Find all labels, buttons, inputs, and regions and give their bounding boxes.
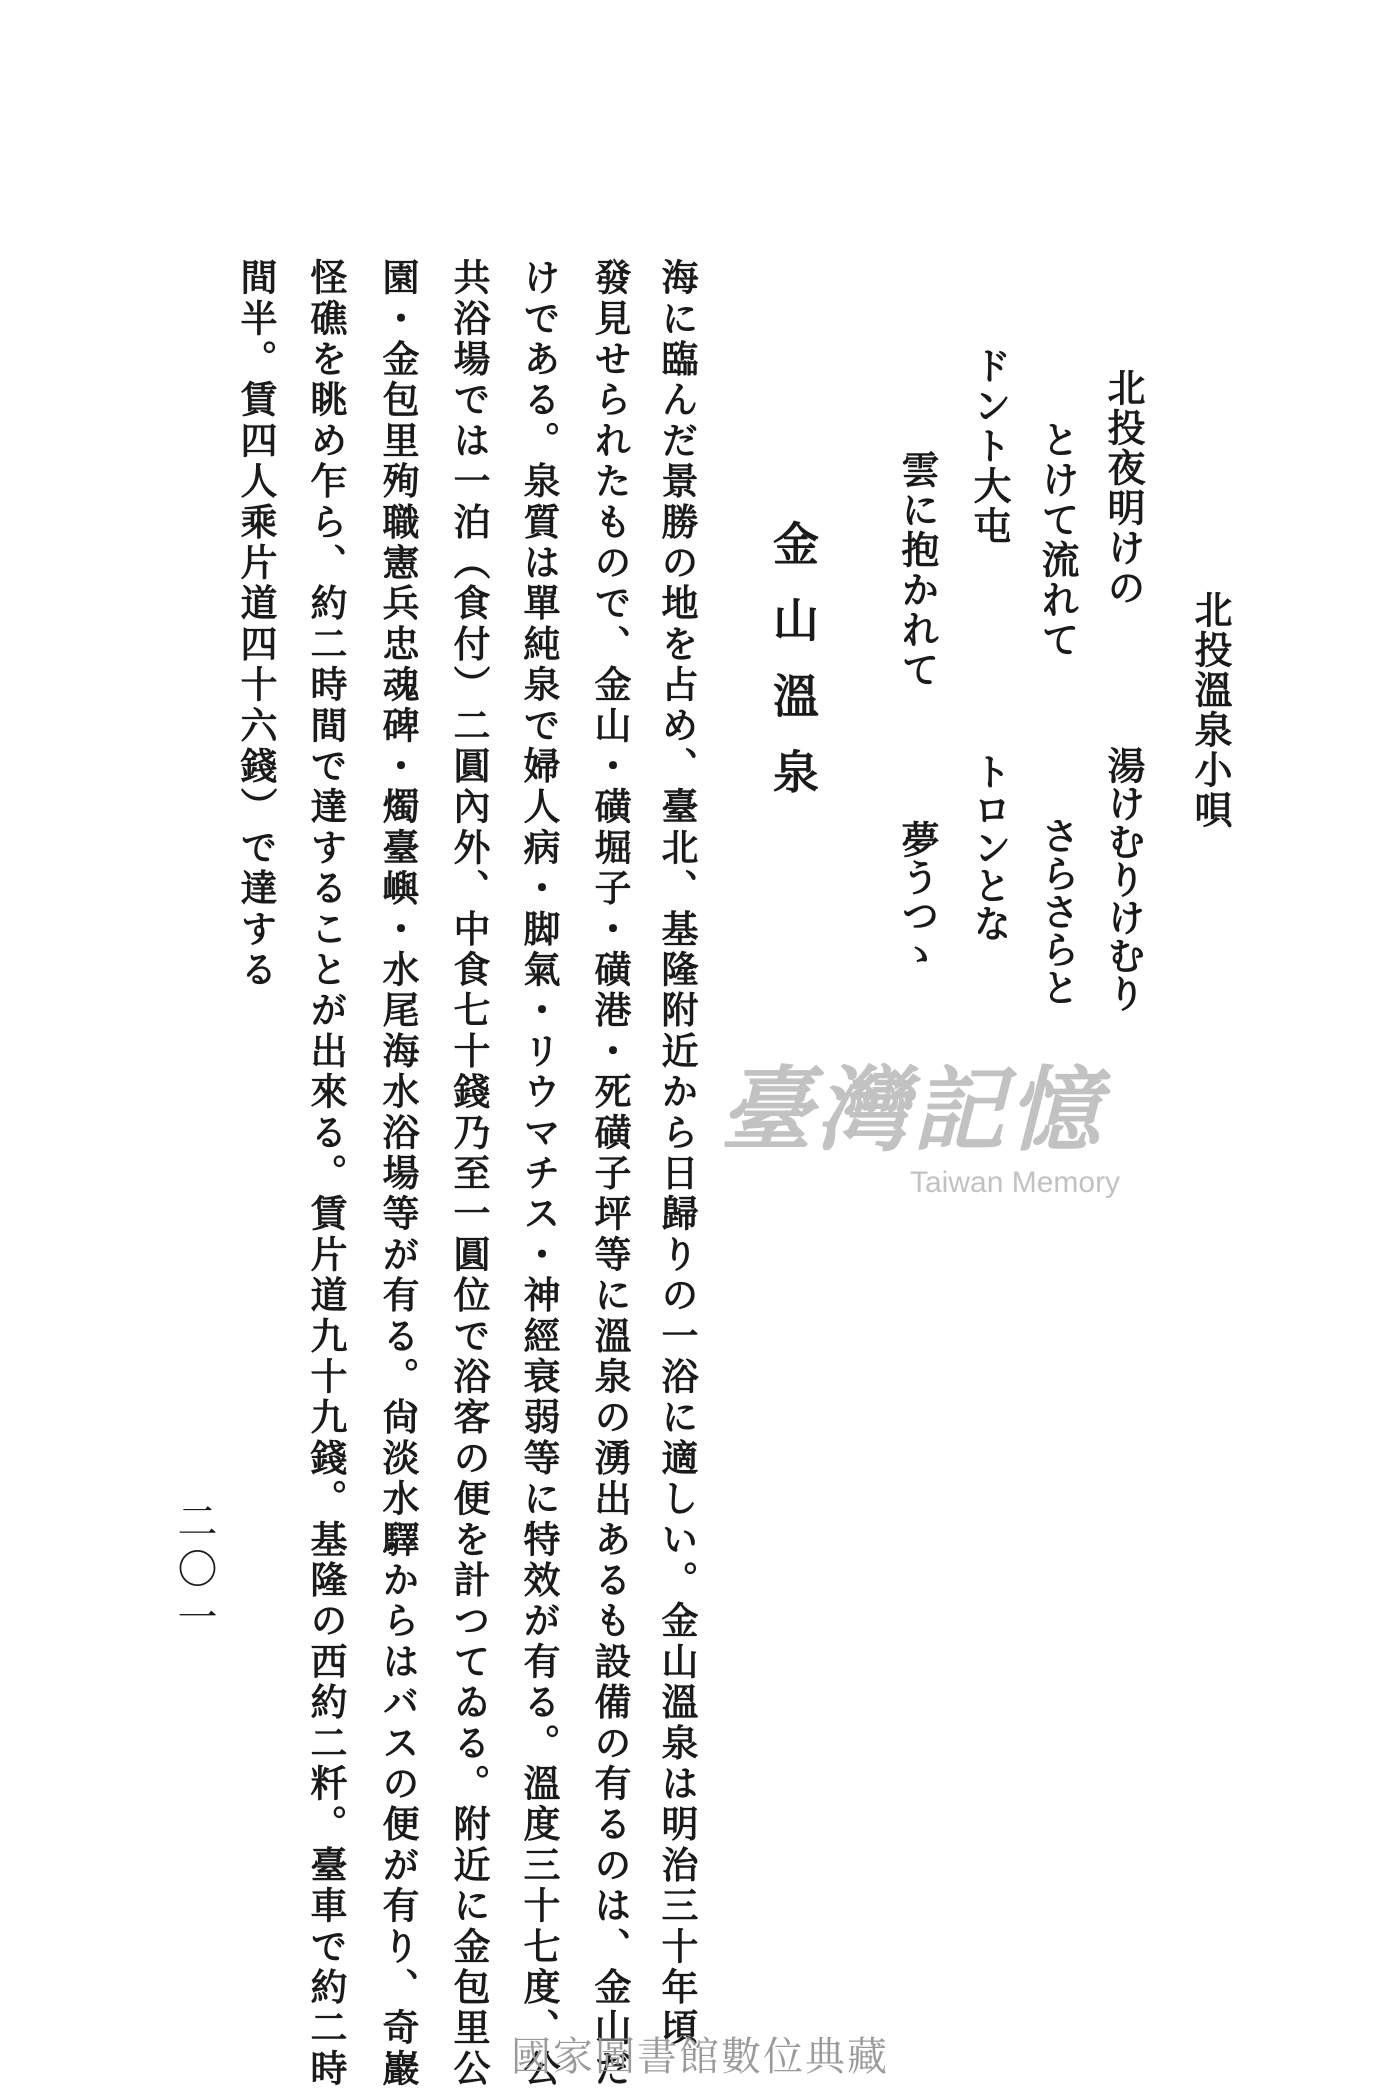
body-line-6: 怪礁を眺め乍ら、約二時間で達することが出來る。賃片道九十九錢。基隆の西約二粁。臺車で約二時	[304, 258, 348, 2090]
song-line-3-upper: ドント大屯	[967, 346, 1012, 546]
body-line-5: 園・金包里殉職憲兵忠魂碑・燭臺嶼・水尾海水浴場等が有る。尙淡水驛からはバスの便が有り、奇巖	[376, 258, 420, 2090]
body-line-7: 間半。賃四人乘片道四十六錢）で達する	[234, 258, 278, 991]
section-title: 金山溫泉	[766, 520, 820, 824]
body-line-2: 發見せられたもので、金山・磺堀子・磺港・死磺子坪等に溫泉の湧出あるも設備の有るのは、金山だ	[588, 258, 632, 2090]
page-number: 二〇一	[171, 1500, 217, 1644]
song-line-4-upper: 雲に抱かれて	[895, 450, 940, 690]
watermark	[720, 1056, 1140, 1210]
song-line-1-lower: 湯けむりけむり	[1101, 746, 1146, 1012]
song-title: 北投溫泉小唄	[1188, 590, 1233, 830]
song-line-2-lower: さらさらと	[1035, 816, 1080, 1006]
song-line-1-upper: 北投夜明けの	[1101, 368, 1146, 608]
song-line-4-lower: 夢うつゝ	[895, 820, 940, 972]
song-line-3-lower: トロンとな	[967, 752, 1012, 942]
body-line-1: 海に臨んだ景勝の地を占め、臺北、基隆附近から日歸りの一浴に適しい。金山溫泉は明治三十年頃	[655, 258, 699, 2049]
body-line-4: 共浴場では一泊（食付）二圓內外、中食七十錢乃至一圓位で浴客の便を計つてゐる。附近に金包里公	[447, 258, 491, 2090]
body-line-3: けである。泉質は單純泉で婦人病・脚氣・リウマチス・神經衰弱等に特效が有る。溫度三十七度、公	[517, 258, 561, 2090]
watermark-chinese: 臺灣記憶	[720, 1056, 1105, 1164]
watermark-english: Taiwan Memory	[910, 1166, 1121, 1199]
song-line-2-upper: とけて流れて	[1035, 420, 1080, 660]
footer-credit: 國家圖書館數位典藏	[511, 2034, 889, 2080]
